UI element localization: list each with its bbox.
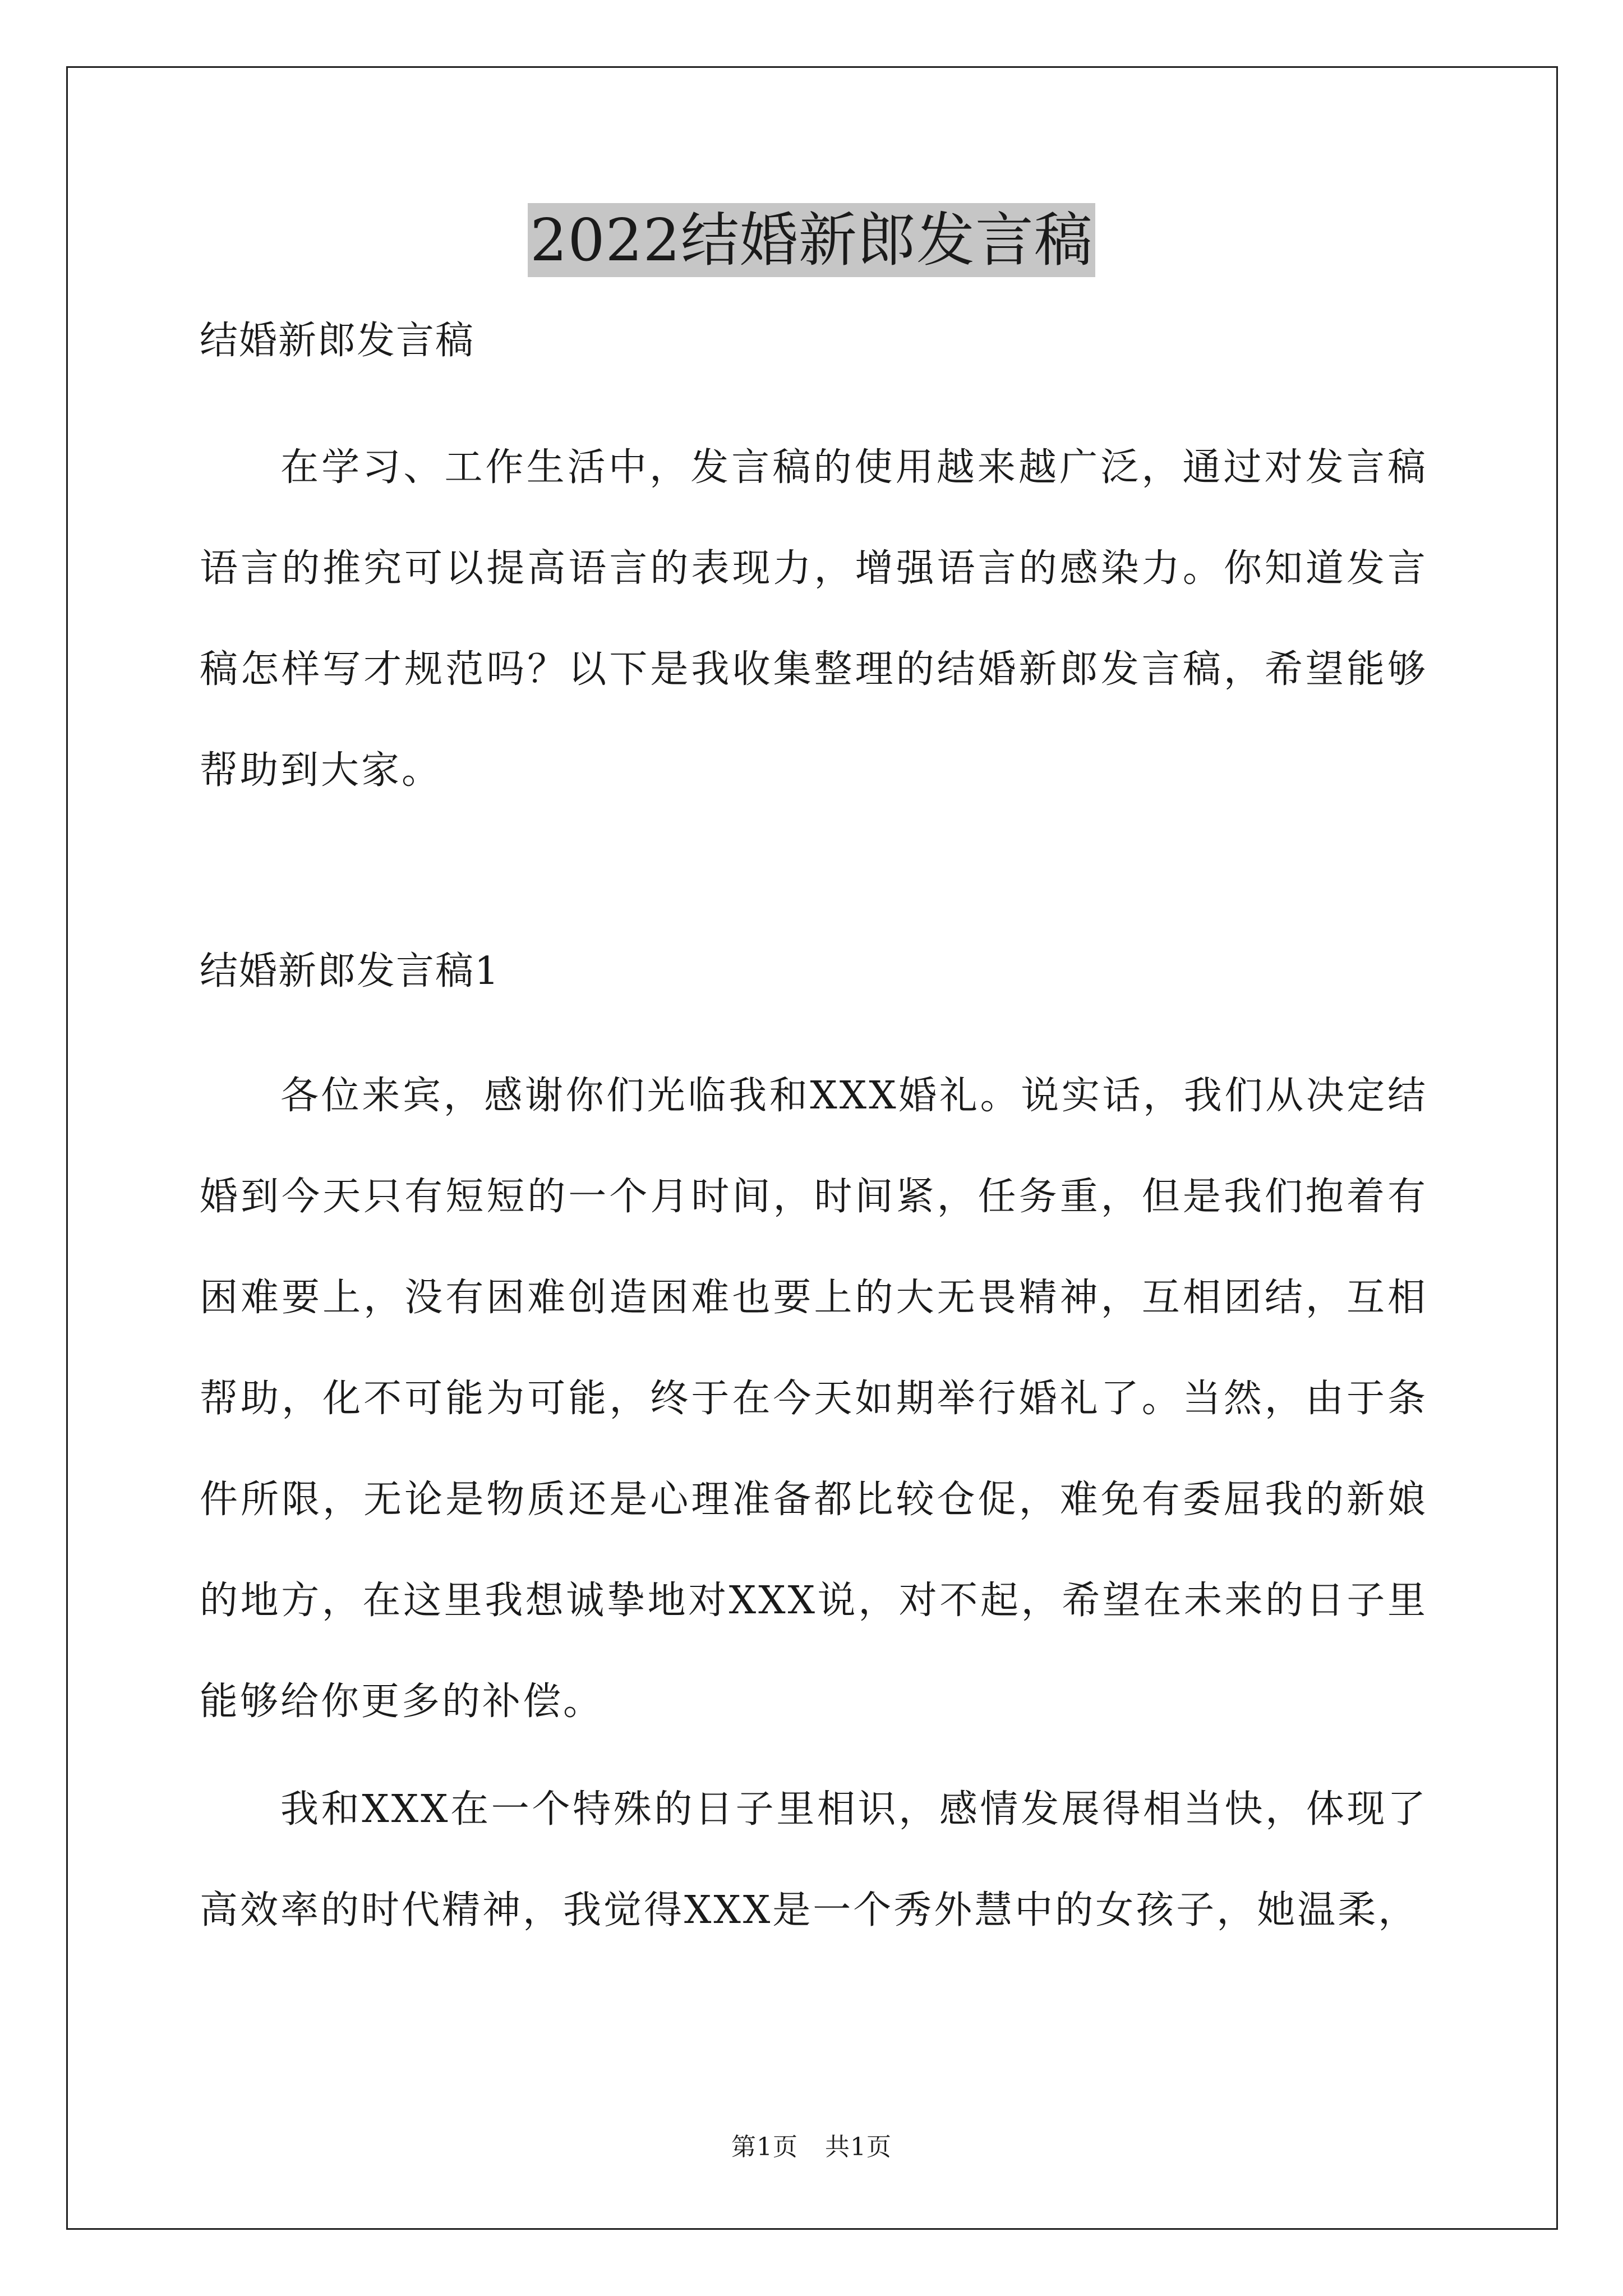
- intro-paragraph: 在学习、工作生活中，发言稿的使用越来越广泛，通过对发言稿语言的推究可以提高语言的表现力，增强语言的感染力。你知道发言稿怎样写才规范吗？以下是我收集整理的结婚新郎发言稿，希望能够帮助到大家。: [200, 445, 1428, 793]
- intro-heading: 结婚新郎发言稿: [200, 319, 475, 363]
- spacer: [200, 368, 1428, 417]
- spacer: [200, 821, 1428, 945]
- document-body: [200, 314, 1428, 1961]
- spacer: [200, 1752, 1428, 1759]
- document-title: 2022结婚新郎发言稿: [528, 203, 1095, 277]
- section-heading: 结婚新郎发言稿1: [200, 949, 500, 993]
- section-paragraph: 各位来宾，感谢你们光临我和XXX婚礼。说实话，我们从决定结婚到今天只有短短的一个月时间，时间紧，任务重，但是我们抱着有困难要上，没有困难创造困难也要上的大无畏精神，互相团结，互相帮助，化不可能为可能，终于在今天如期举行婚礼了。当然，由于条件所限，无论是物质还是心理准备都比较仓促，难免有委屈我的新娘的地方，在这里我想诚挚地对XXX说，对不起，希望在未来的日子里能够给你更多的补偿。: [200, 1074, 1428, 1724]
- page-footer: [0, 2131, 1623, 2164]
- page-number-total: 共1页: [825, 2133, 892, 2161]
- section-paragraph: 我和XXX在一个特殊的日子里相识，感情发展得相当快，体现了高效率的时代精神，我觉得XXX是一个秀外慧中的女孩子，她温柔，: [200, 1787, 1428, 1932]
- title-container: [0, 203, 1623, 277]
- page-number-current: 第1页: [731, 2133, 798, 2161]
- spacer: [200, 999, 1428, 1046]
